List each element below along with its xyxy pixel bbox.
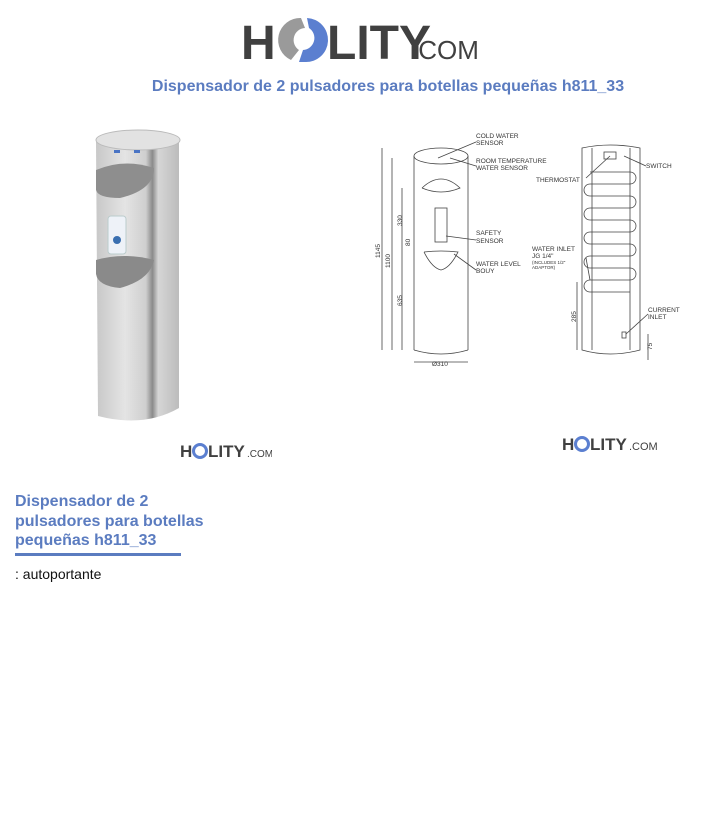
svg-text:COLD WATER: COLD WATER (476, 133, 519, 140)
drawing-labels (375, 133, 680, 368)
svg-text:80: 80 (405, 238, 412, 246)
svg-text:H: H (562, 435, 575, 454)
svg-text:BOUY: BOUY (476, 268, 495, 275)
svg-text:LITY: LITY (590, 435, 627, 454)
svg-text:SAFETY: SAFETY (476, 230, 502, 237)
svg-text:1100: 1100 (385, 254, 392, 268)
logo-text: LITY (327, 17, 431, 68)
section-divider (15, 553, 181, 556)
svg-text:.COM: .COM (247, 449, 272, 460)
svg-text:ADAPTOR): ADAPTOR) (532, 265, 556, 270)
svg-text:285: 285 (571, 311, 578, 322)
svg-text:75: 75 (647, 342, 654, 350)
photo-watermark-logo (180, 440, 272, 462)
svg-text:CURRENT: CURRENT (648, 307, 680, 314)
section-title: Dispensador de 2 pulsadores para botellas pequeñas h811_33 (15, 493, 204, 549)
technical-drawing[interactable] (372, 128, 692, 373)
spec-text: : autoportante (15, 566, 102, 582)
svg-text:LITY: LITY (208, 442, 245, 461)
svg-text:SENSOR: SENSOR (476, 140, 504, 147)
svg-text:JG 1/4": JG 1/4" (532, 253, 554, 260)
svg-text:THERMOSTAT: THERMOSTAT (536, 177, 580, 184)
svg-text:ROOM TEMPERATURE: ROOM TEMPERATURE (476, 158, 547, 165)
svg-text:SWITCH: SWITCH (646, 163, 672, 170)
svg-text:.COM: .COM (629, 441, 658, 453)
product-photo[interactable] (84, 128, 194, 428)
svg-text:WATER INLET: WATER INLET (532, 246, 575, 253)
drawing-watermark-logo (562, 433, 666, 455)
logo-o-icon (278, 18, 328, 62)
logo-letter-h: H (241, 17, 276, 68)
svg-text:INLET: INLET (648, 314, 667, 321)
svg-text:H: H (180, 442, 193, 461)
svg-text:635: 635 (397, 295, 404, 306)
svg-text:SENSOR: SENSOR (476, 238, 504, 245)
svg-text:WATER LEVEL: WATER LEVEL (476, 261, 521, 268)
logo-tld: .COM (411, 35, 479, 65)
svg-text:(INCLUDES 1/2": (INCLUDES 1/2" (532, 260, 566, 265)
page-title: Dispensador de 2 pulsadores para botellas pequeñas h811_33 (151, 78, 625, 95)
svg-text:1145: 1145 (375, 244, 382, 258)
holity-logo[interactable] (241, 10, 481, 68)
svg-text:330: 330 (397, 215, 404, 226)
svg-text:Ø310: Ø310 (432, 361, 448, 368)
svg-text:WATER SENSOR: WATER SENSOR (476, 165, 529, 172)
